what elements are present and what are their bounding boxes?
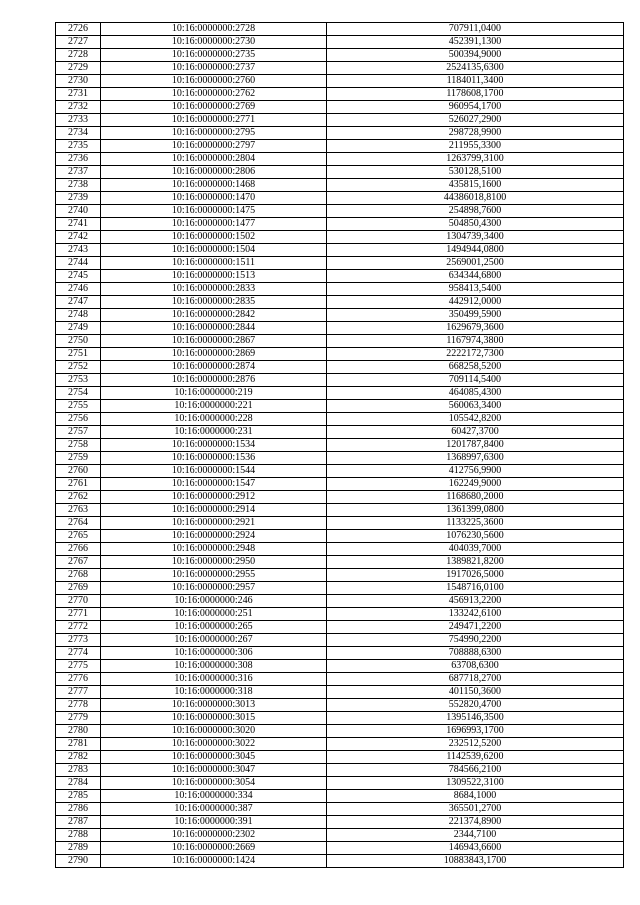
row-number-cell: 2762 [56,491,101,504]
row-number-cell: 2767 [56,556,101,569]
row-number-cell: 2729 [56,62,101,75]
table-row [56,556,624,569]
row-number-cell: 2760 [56,465,101,478]
cadastral-number-cell: 10:16:0000000:2735 [101,49,327,62]
value-cell: 1263799,3100 [327,153,624,166]
table-row [56,725,624,738]
table-row [56,62,624,75]
table-row [56,75,624,88]
cadastral-number-cell: 10:16:0000000:2869 [101,348,327,361]
row-number-cell: 2727 [56,36,101,49]
cadastral-number-cell: 10:16:0000000:1475 [101,205,327,218]
row-number-cell: 2730 [56,75,101,88]
cadastral-number-cell: 10:16:0000000:391 [101,816,327,829]
cadastral-number-cell: 10:16:0000000:2730 [101,36,327,49]
table-row [56,296,624,309]
table-row [56,322,624,335]
cadastral-number-cell: 10:16:0000000:2924 [101,530,327,543]
table-row [56,751,624,764]
row-number-cell: 2788 [56,829,101,842]
row-number-cell: 2732 [56,101,101,114]
value-cell: 254898,7600 [327,205,624,218]
value-cell: 146943,6600 [327,842,624,855]
row-number-cell: 2751 [56,348,101,361]
value-cell: 60427,3700 [327,426,624,439]
cadastral-number-cell: 10:16:0000000:1468 [101,179,327,192]
table-row [56,634,624,647]
value-cell: 708888,6300 [327,647,624,660]
table-row [56,660,624,673]
table-row [56,205,624,218]
cadastral-number-cell: 10:16:0000000:3022 [101,738,327,751]
value-cell: 1168680,2000 [327,491,624,504]
cadastral-number-cell: 10:16:0000000:2833 [101,283,327,296]
table-row [56,465,624,478]
row-number-cell: 2777 [56,686,101,699]
cadastral-number-cell: 10:16:0000000:228 [101,413,327,426]
row-number-cell: 2741 [56,218,101,231]
row-number-cell: 2763 [56,504,101,517]
value-cell: 1184011,3400 [327,75,624,88]
value-cell: 350499,5900 [327,309,624,322]
row-number-cell: 2768 [56,569,101,582]
value-cell: 1201787,8400 [327,439,624,452]
cadastral-number-cell: 10:16:0000000:2957 [101,582,327,595]
value-cell: 530128,5100 [327,166,624,179]
table-row [56,153,624,166]
cadastral-number-cell: 10:16:0000000:2806 [101,166,327,179]
cadastral-number-cell: 10:16:0000000:2948 [101,543,327,556]
table-row [56,842,624,855]
row-number-cell: 2728 [56,49,101,62]
value-cell: 754990,2200 [327,634,624,647]
value-cell: 668258,5200 [327,361,624,374]
value-cell: 1178608,1700 [327,88,624,101]
value-cell: 365501,2700 [327,803,624,816]
cadastral-number-cell: 10:16:0000000:2302 [101,829,327,842]
cadastral-number-cell: 10:16:0000000:3047 [101,764,327,777]
cadastral-number-cell: 10:16:0000000:2669 [101,842,327,855]
cadastral-number-cell: 10:16:0000000:1477 [101,218,327,231]
table-row [56,803,624,816]
cadastral-number-cell: 10:16:0000000:2797 [101,140,327,153]
row-number-cell: 2752 [56,361,101,374]
value-cell: 707911,0400 [327,23,624,36]
table-row [56,764,624,777]
value-cell: 404039,7000 [327,543,624,556]
row-number-cell: 2746 [56,283,101,296]
row-number-cell: 2790 [56,855,101,868]
cadastral-number-cell: 10:16:0000000:2762 [101,88,327,101]
value-cell: 784566,2100 [327,764,624,777]
cadastral-number-cell: 10:16:0000000:265 [101,621,327,634]
value-cell: 552820,4700 [327,699,624,712]
row-number-cell: 2755 [56,400,101,413]
table-row [56,517,624,530]
row-number-cell: 2785 [56,790,101,803]
table-row [56,426,624,439]
row-number-cell: 2742 [56,231,101,244]
row-number-cell: 2733 [56,114,101,127]
table-row [56,270,624,283]
row-number-cell: 2747 [56,296,101,309]
value-cell: 1629679,3600 [327,322,624,335]
table-row [56,309,624,322]
row-number-cell: 2758 [56,439,101,452]
table-row [56,686,624,699]
value-cell: 2222172,7300 [327,348,624,361]
table-row [56,127,624,140]
value-cell: 10883843,1700 [327,855,624,868]
table-row [56,543,624,556]
table-row [56,192,624,205]
row-number-cell: 2765 [56,530,101,543]
cadastral-number-cell: 10:16:0000000:3013 [101,699,327,712]
table-row [56,361,624,374]
cadastral-number-cell: 10:16:0000000:2921 [101,517,327,530]
value-cell: 298728,9900 [327,127,624,140]
value-cell: 2569001,2500 [327,257,624,270]
cadastral-number-cell: 10:16:0000000:246 [101,595,327,608]
row-number-cell: 2734 [56,127,101,140]
table-row [56,647,624,660]
table-row [56,673,624,686]
table-row [56,36,624,49]
row-number-cell: 2731 [56,88,101,101]
cadastral-number-cell: 10:16:0000000:221 [101,400,327,413]
row-number-cell: 2778 [56,699,101,712]
row-number-cell: 2764 [56,517,101,530]
cadastral-number-cell: 10:16:0000000:1502 [101,231,327,244]
row-number-cell: 2756 [56,413,101,426]
value-cell: 1167974,3800 [327,335,624,348]
table-row [56,101,624,114]
value-cell: 1361399,0800 [327,504,624,517]
table-row [56,439,624,452]
row-number-cell: 2776 [56,673,101,686]
table-row [56,829,624,842]
value-cell: 1494944,0800 [327,244,624,257]
table-row [56,582,624,595]
row-number-cell: 2771 [56,608,101,621]
cadastral-number-cell: 10:16:0000000:231 [101,426,327,439]
table-row [56,790,624,803]
row-number-cell: 2766 [56,543,101,556]
cadastral-number-cell: 10:16:0000000:318 [101,686,327,699]
table-row [56,283,624,296]
value-cell: 634344,6800 [327,270,624,283]
cadastral-number-cell: 10:16:0000000:2867 [101,335,327,348]
cadastral-number-cell: 10:16:0000000:1547 [101,478,327,491]
table-row [56,504,624,517]
row-number-cell: 2787 [56,816,101,829]
row-number-cell: 2745 [56,270,101,283]
value-cell: 456913,2200 [327,595,624,608]
row-number-cell: 2772 [56,621,101,634]
row-number-cell: 2774 [56,647,101,660]
value-cell: 162249,9000 [327,478,624,491]
row-number-cell: 2775 [56,660,101,673]
value-cell: 63708,6300 [327,660,624,673]
cadastral-number-cell: 10:16:0000000:3015 [101,712,327,725]
table-row [56,608,624,621]
table-row [56,140,624,153]
cadastral-number-cell: 10:16:0000000:2874 [101,361,327,374]
cadastral-number-cell: 10:16:0000000:2769 [101,101,327,114]
table-row [56,595,624,608]
row-number-cell: 2737 [56,166,101,179]
cadastral-number-cell: 10:16:0000000:2728 [101,23,327,36]
cadastral-number-cell: 10:16:0000000:2844 [101,322,327,335]
value-cell: 435815,1600 [327,179,624,192]
value-cell: 105542,8200 [327,413,624,426]
cadastral-number-cell: 10:16:0000000:3054 [101,777,327,790]
table-row [56,88,624,101]
table-row [56,491,624,504]
value-cell: 133242,6100 [327,608,624,621]
row-number-cell: 2736 [56,153,101,166]
table-row [56,335,624,348]
table-row [56,348,624,361]
data-table [55,22,624,868]
value-cell: 1076230,5600 [327,530,624,543]
table-row [56,855,624,868]
table-row [56,569,624,582]
cadastral-number-cell: 10:16:0000000:1536 [101,452,327,465]
value-cell: 2344,7100 [327,829,624,842]
cadastral-number-cell: 10:16:0000000:1424 [101,855,327,868]
value-cell: 960954,1700 [327,101,624,114]
cadastral-number-cell: 10:16:0000000:2842 [101,309,327,322]
row-number-cell: 2750 [56,335,101,348]
cadastral-number-cell: 10:16:0000000:1470 [101,192,327,205]
row-number-cell: 2782 [56,751,101,764]
table-row [56,218,624,231]
cadastral-number-cell: 10:16:0000000:308 [101,660,327,673]
value-cell: 249471,2200 [327,621,624,634]
cadastral-number-cell: 10:16:0000000:306 [101,647,327,660]
cadastral-number-cell: 10:16:0000000:1504 [101,244,327,257]
table-row [56,712,624,725]
row-number-cell: 2740 [56,205,101,218]
cadastral-number-cell: 10:16:0000000:267 [101,634,327,647]
value-cell: 526027,2900 [327,114,624,127]
value-cell: 412756,9900 [327,465,624,478]
table-row [56,114,624,127]
row-number-cell: 2744 [56,257,101,270]
row-number-cell: 2754 [56,387,101,400]
row-number-cell: 2779 [56,712,101,725]
row-number-cell: 2770 [56,595,101,608]
row-number-cell: 2786 [56,803,101,816]
row-number-cell: 2726 [56,23,101,36]
value-cell: 687718,2700 [327,673,624,686]
table-row [56,738,624,751]
table-row [56,374,624,387]
cadastral-number-cell: 10:16:0000000:1544 [101,465,327,478]
row-number-cell: 2753 [56,374,101,387]
table-row [56,621,624,634]
cadastral-number-cell: 10:16:0000000:2955 [101,569,327,582]
row-number-cell: 2789 [56,842,101,855]
cadastral-number-cell: 10:16:0000000:1513 [101,270,327,283]
cadastral-number-cell: 10:16:0000000:2804 [101,153,327,166]
cadastral-number-cell: 10:16:0000000:2876 [101,374,327,387]
row-number-cell: 2761 [56,478,101,491]
cadastral-number-cell: 10:16:0000000:2914 [101,504,327,517]
row-number-cell: 2748 [56,309,101,322]
cadastral-number-cell: 10:16:0000000:2912 [101,491,327,504]
value-cell: 1368997,6300 [327,452,624,465]
cadastral-number-cell: 10:16:0000000:2760 [101,75,327,88]
table-row [56,49,624,62]
row-number-cell: 2759 [56,452,101,465]
value-cell: 2524135,6300 [327,62,624,75]
table-row [56,699,624,712]
value-cell: 1917026,5000 [327,569,624,582]
value-cell: 211955,3300 [327,140,624,153]
value-cell: 8684,1000 [327,790,624,803]
table-row [56,777,624,790]
row-number-cell: 2757 [56,426,101,439]
value-cell: 232512,5200 [327,738,624,751]
value-cell: 1309522,3100 [327,777,624,790]
cadastral-number-cell: 10:16:0000000:219 [101,387,327,400]
table-row [56,816,624,829]
row-number-cell: 2769 [56,582,101,595]
value-cell: 464085,4300 [327,387,624,400]
table-row [56,23,624,36]
value-cell: 709114,5400 [327,374,624,387]
value-cell: 1142539,6200 [327,751,624,764]
value-cell: 44386018,8100 [327,192,624,205]
cadastral-number-cell: 10:16:0000000:2737 [101,62,327,75]
value-cell: 401150,3600 [327,686,624,699]
row-number-cell: 2781 [56,738,101,751]
value-cell: 1548716,0100 [327,582,624,595]
value-cell: 221374,8900 [327,816,624,829]
table-row [56,387,624,400]
value-cell: 958413,5400 [327,283,624,296]
table-row [56,257,624,270]
table-row [56,478,624,491]
row-number-cell: 2784 [56,777,101,790]
row-number-cell: 2743 [56,244,101,257]
row-number-cell: 2738 [56,179,101,192]
table-row [56,452,624,465]
row-number-cell: 2749 [56,322,101,335]
table-row [56,231,624,244]
table-row [56,179,624,192]
cadastral-number-cell: 10:16:0000000:2835 [101,296,327,309]
cadastral-number-cell: 10:16:0000000:2795 [101,127,327,140]
cadastral-number-cell: 10:16:0000000:387 [101,803,327,816]
value-cell: 504850,4300 [327,218,624,231]
cadastral-number-cell: 10:16:0000000:3045 [101,751,327,764]
table-row [56,166,624,179]
value-cell: 442912,0000 [327,296,624,309]
value-cell: 452391,1300 [327,36,624,49]
row-number-cell: 2773 [56,634,101,647]
cadastral-number-cell: 10:16:0000000:2771 [101,114,327,127]
cadastral-number-cell: 10:16:0000000:3020 [101,725,327,738]
table-row [56,244,624,257]
cadastral-number-cell: 10:16:0000000:2950 [101,556,327,569]
row-number-cell: 2739 [56,192,101,205]
value-cell: 560063,3400 [327,400,624,413]
row-number-cell: 2735 [56,140,101,153]
cadastral-number-cell: 10:16:0000000:1511 [101,257,327,270]
value-cell: 1133225,3600 [327,517,624,530]
table-body [56,23,624,868]
value-cell: 1389821,8200 [327,556,624,569]
cadastral-number-cell: 10:16:0000000:251 [101,608,327,621]
cadastral-number-cell: 10:16:0000000:334 [101,790,327,803]
value-cell: 1696993,1700 [327,725,624,738]
cadastral-number-cell: 10:16:0000000:316 [101,673,327,686]
value-cell: 1304739,3400 [327,231,624,244]
value-cell: 500394,9000 [327,49,624,62]
value-cell: 1395146,3500 [327,712,624,725]
row-number-cell: 2780 [56,725,101,738]
cadastral-number-cell: 10:16:0000000:1534 [101,439,327,452]
table-row [56,530,624,543]
table-row [56,400,624,413]
table-row [56,413,624,426]
row-number-cell: 2783 [56,764,101,777]
